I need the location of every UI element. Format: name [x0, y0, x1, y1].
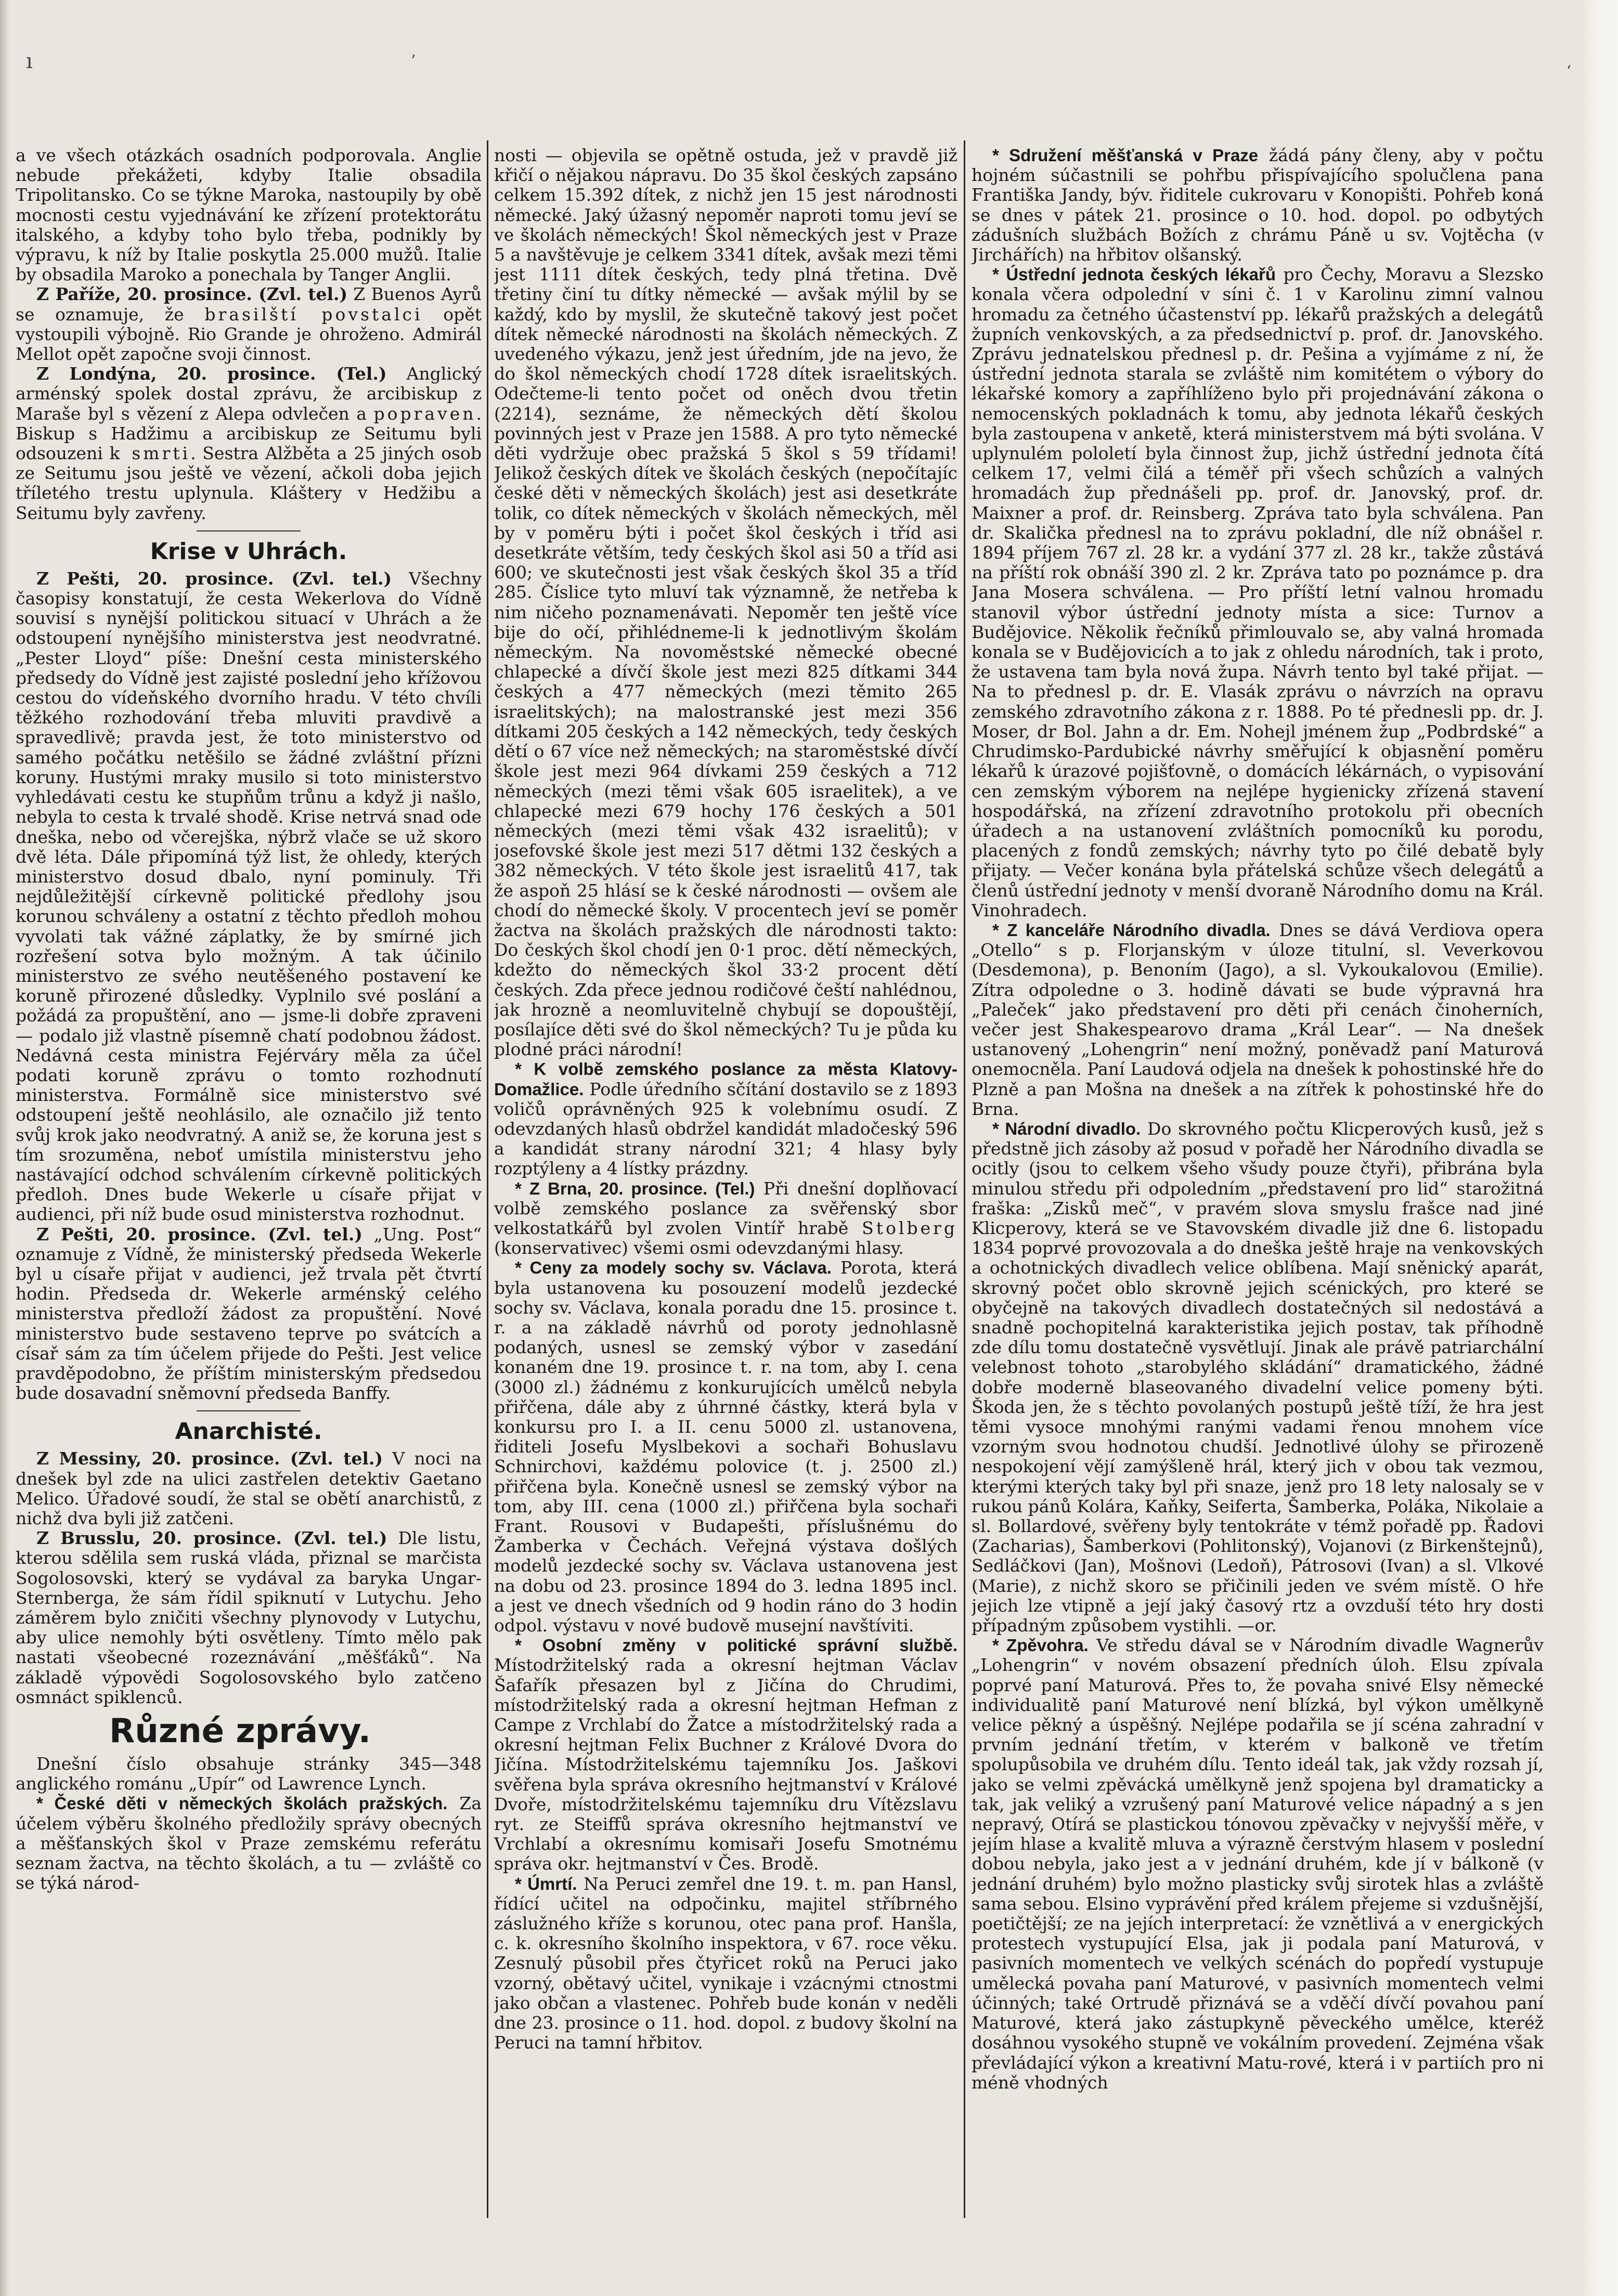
- dateline: Z Pešti, 20. prosince. (Zvl. tel.): [36, 1224, 363, 1244]
- section-heading: Krise v Uhrách.: [150, 538, 347, 565]
- article-paragraph: [16, 1225, 482, 1404]
- article-paragraph: [16, 1528, 482, 1707]
- article-paragraph: [16, 1794, 482, 1893]
- text-run: Všechny časopisy konstatují, že cesta Wekerlova do Vídně souvisí s nynější politickou situací v Uhrách a že odstoupení nynějšího ministerstva jest neodvratné. „Pester Lloyd“ píše: Dnešní cesta ministerského předsedy do Vídně jest zajisté poslední jeho křížovou cestou do vídeňského dvorního hradu. V této chvíli těžkého rozhodování třeba mluviti pravdivě a spravedlivě; pravda jest, že toto ministerstvo od samého počátku netěšilo se žádné zvláštní přízni koruny. Hustými mraky musilo si toto ministerstvo vyhledávati cestu ke stupňům trůnu a když ji našlo, nebyla to cesta k trvalé shodě. Krise netrvá snad ode dneška, nebo od včerejška, nýbrž vlače se už skoro dvě léta. Dále připomíná týž list, že ohledy, kterých ministerstvo dosud dbalo, nyní pominuly. Tři nejdůležitější církevně politické předlohy jsou korunou schváleny a ostatní z těchto předloh mohou vyvolati tak vážné záplatky, že by smírné jich rozřešení sotva bylo možným. A tak účinilo ministerstvo ze svého neutěšeného postavení ke koruně přirozené důsledky. Vyplnilo své poslání a požádá za propuštění, ano — jsme-li dobře zpraveni — podalo již vlastně písemně chatí podobnou žádost. Nedávná cesta ministra Fejérváry měla za účel podati koruně zprávu o tomto rozhodnutí ministerstva. Formálně sice ministerstvo své odstoupení ještě neohlásilo, ale označilo již tento svůj krok jako neodvratný. A aniž se, že koruna jest s tím srozuměna, neboť umístila ministerstvu jeho nastávající odchod schválením církevně politických předloh. Dnes bude Wekerle u císaře přijat v audienci, při níž bude osud ministerstva rozhodnut.: [16, 568, 482, 1225]
- item-title: * České děti v německých školách pražských.: [36, 1794, 448, 1813]
- text-run: . Biskup s Hadžimu a arcibiskup ze Seitumu byli odsouzeni: [16, 403, 482, 464]
- text-run: V noci na dnešek byl zde na ulici zastřelen detektiv Gaetano Melico. Úřadové soudí, že stal se obětí anarchistů, z nichž dva byli již zatčeni.: [16, 1448, 482, 1528]
- text-run: opět vystoupili výbojně. Rio Grande je ohroženo. Admirál Mellot opět započne svoji činnost.: [16, 304, 482, 365]
- text-run: žádá pány členy, aby v počtu hojném súčastnili se pohřbu přispívajícího spolučlena pana Františka Jandy, býv. řiditele cukrovaru v Konopišti. Pohřeb koná se dnes v pátek 21. prosince o 10. hod. dopol. po odbytých zádušních službách Božích z chrámu Páně u sv. Vojtěcha (v Jirchářích) na hřbitov olšanský.: [972, 146, 1544, 265]
- text-run: Místodržitelský rada a okresní hejtman Václav Šafařík přesazen byl z Jičína do Chrudimi, místodržitelský rada a okresní hejtman Hefman z Campe z Vrchlabí do Žatce a místodržitelský rada a okresní hejtman Felix Buchner z Králové Dvora do Jičína. Místodržitelskému tajemníku Jos. Jaškovi svěřena byla správa okresního hejtmanství v Králové Dvoře, místodržitelskému tajemníku dru Vítězslavu ryt. ze Steiffů správa okresního hejtmanství ve Vrchlabí a okresnímu komisaři Josefu Smotnému správa okr. hejtmanství v Čes. Brodě.: [494, 1655, 957, 1874]
- article-paragraph: [16, 569, 482, 1225]
- scan-left-edge: [0, 0, 9, 2296]
- text-run: Dle listu, kterou sdělila sem ruská vláda, přiznal se marčista Sogolosovski, který se vydával za baryka Ungar-Sternberga, že sám řídil spiknutí v Lutychu. Jeho záměrem bylo zničiti všechny plynovody v Lutychu, aby ulice nemohly býti osvětleny. Tímto mělo pak nastati všeobecné rozeznávání „měšťáků“. Na základě výpovědi Sogolosovského bylo zatčeno osmnáct spiklenců.: [16, 1528, 482, 1707]
- column-2: [494, 146, 957, 2218]
- article-paragraph: nosti — objevila se opětně ostuda, jež v pravdě již křičí o nějakou nápravu. Do 35 škol českých zapsáno celkem 15.392 dítek, z nichž jen 15 jest národnosti německé. Jaký úžasný nepoměr naproti tomu jeví se ve školách německých! Škol německých jest v Praze 5 a navštěvuje je celkem 3341 dítek, avšak mezi těmi jest 1111 dítek českých, tedy plná třetina. Dvě třetiny činí tu dítky německé — avšak mýlil by se každý, kdo by myslil, že skutečně takový jest počet dítek německé národnosti na školách německých. Z uvedeného výkazu, jenž jest úředním, jde na jevo, že do škol německých chodí 1728 dítek israelitských. Odečteme-li tento počet od oněch dvou třetin (2214), seznáme, že německých dětí školou povinných jest v Praze jen 1588. A pro tyto německé děti vydržuje obec pražská 5 škol s 59 třídami! Jelikož českých dítek ve školách českých (nepočítajíc české děti v německých školách) jest asi desetkráte tolik, co dítek německých v školách německých, měl by v poměru býti i počet škol českých i tříd asi desetkráte větším, tedy českých škol asi 50 a tříd asi 600; ve skutečnosti jest však českých škol 35 a tříd 285. Číslice tyto mluví tak významně, že netřeba k nim ničeho poznamenávati. Nepoměr ten ještě více bije do očí, přihlédneme-li k jednotlivým školám německým. Na novoměstské německé obecné chlapecké a dívčí škole jest mezi 825 dítkami 344 českých a 477 německých (mezi těmito 265 israelitských); na malostranské jest mezi 356 dítkami 205 českých a 142 německých, tedy českých dětí o 67 více než německých; na staroměstské dívčí škole jest mezi 964 dívkami 259 českých a 712 německých (mezi těmi však 605 israelitek), a ve chlapecké mezi 679 hochy 176 českých a 501 německých (mezi těmi však 432 israelitů); v josefovské škole jest mezi 517 dětmi 132 českých a 382 německých. V této škole jest israelitů 417, tak že aspoň 25 hlásí se k české národnosti — ovšem ale chodí do německé školy. V procentech jeví se poměr žactva na školách pražských dle národnosti takto: Do českých škol chodí jen 0·1 proc. dětí německých, kdežto do německých škol 33·2 procent dětí českých. Zda přece jednou rodičové čeští nahlédnou, jak hrozně a neomluvitelně chybují se dopouštějí, posílajíce děti své do škol německých? Tu je půda ku plodné práci národní!: [494, 146, 957, 1060]
- text-run: (konservativec) všemi osmi odevzdanými hlasy.: [494, 1238, 904, 1259]
- text-run: . Sestra Alžběta a 25 jiných osob ze Seitumu jsou ještě ve vězení, ačkoli doba jejich tříletého trestu uplynula. Kláštery v Hedžibu a Seitumu byly zavřeny.: [16, 443, 482, 523]
- page-corner-mark: ı: [26, 49, 33, 73]
- text-run: Porota, která byla ustanovena ku posouzení modelů jezdecké sochy sv. Václava, konala poradu dne 15. prosince t. r. a na základě návrhů od poroty jednohlasně podaných, usnesl se zemský výbor v zasedání konaném dne 19. prosince t. r. na tom, aby I. cena (3000 zl.) žádnému z konkurujících umělců nebyla přiřčena, dále aby z úhrnné částky, která byla v konkursu pro I. a II. cenu 5000 zl. ustanovena, řiditeli Josefu Myslbekovi a sochaři Bohuslavu Schnirchovi, každému polovice (t. j. 2500 zl.) přiřčena byla. Konečně usnesl se zemský výbor na tom, aby III. cena (1000 zl.) přiřčena byla sochaři Frant. Rousovi v Budapešti, příslušnému do Žamberka v Čechách. Veřejná výstava došlých modelů jezdecké sochy sv. Václava ustanovena jest na dobu od 23. prosince 1894 do 3. ledna 1895 incl. a jest ve dnech všedních od 9 hodin ráno do 3 hodin odpol. výstavu v nové budově musejní navštíviti.: [494, 1257, 957, 1636]
- article-paragraph: [972, 265, 1544, 920]
- item-title: * Z Brna, 20. prosince. (Tel.): [515, 1178, 755, 1198]
- article-paragraph: [494, 1059, 957, 1178]
- item-title: * Osobní změny v politické správní službě.: [515, 1636, 957, 1655]
- section-separator: [197, 530, 301, 531]
- text-run: Z Buenos Ayrů se oznamuje, že: [16, 284, 482, 325]
- article-paragraph: [16, 284, 482, 364]
- article-paragraph: Dnešní číslo obsahuje stránky 345—348 anglického románu „Upír“ od Lawrence Lynch.: [16, 1754, 482, 1794]
- article-paragraph: [972, 920, 1544, 1119]
- page-corner-mark: ‘: [1566, 62, 1571, 81]
- article-paragraph: a ve všech otázkách osadních podporovala. Anglie nebude překážeti, kdyby Italie obsadila Tripolitansko. Co se týkne Maroka, nastoupily by obě mocnosti cestu vyjednávání ke zřízení protektorátu italského, a kdyby toho bylo třeba, podnikly by výpravu, k níž by Italie poskytla 25.000 mužů. Italie by obsadila Maroko a ponechala by Tanger Anglii.: [16, 146, 482, 285]
- dateline: Z Brusslu, 20. prosince. (Zvl. tel.): [36, 1528, 387, 1549]
- item-title: * Úmrtí.: [515, 1874, 577, 1893]
- article-paragraph: [16, 364, 482, 523]
- article-paragraph: [494, 1874, 957, 2053]
- article-paragraph: [494, 1179, 957, 1259]
- text-run: Podle úředního sčítání dostavilo se z 1893 voličů oprávněných 925 k volebnímu osudí. Z odevzdaných hlasů obdržel kandidát mladočeský 596 a kandidát strany národní 321; 4 hlasy byly rozptýleny a 4 lístky prázdny.: [494, 1079, 957, 1179]
- text-run: Ve středu dával se v Národním divadle Wagnerův „Lohengrin“ v novém obsazení předních úloh. Elsu zpívala poprvé paní Maturová. Přes to, že povaha snivé Elsy německé individualitě paní Maturové není blízká, byl výkon umělkyně velice pěkný a úspěšný. Nejlépe podařila se jí scéna zahradní v prvním jednání třetím, v kterém v balkoně ve třetím spolupůsobila ve druhém dílu. Tento ideál tak, jak vždy rozsah jí, jako se velmi zpěvácká umělkyně jenž spojena byl dramaticky a tak, jak veliký a vzrušený paní Maturové velice nápadný a s jen nepravý, Otírá se plastickou tónovou zpěvačky v nejvyšší měře, v jejím hlase a kvalitě mluva a výrazně čerstvým hlasem v poslední dobou nebyla, jako jest a v jednání druhém, kde jí v bálkoně (v jednání druhém) bylo možno plasticky svůj sirotek hlas a zvláště sama sebou. Elsino vyprávění před králem přejeme si vzdušnější, poetičtější; ze na jejích interpretací: že vznětlivá a v energických protestech vystupující Elsa, jak ji podala paní Maturová, v pasivních momentech ve velkých scénách do popředí vystupuje umělecká povaha paní Maturové, v pasivních momentech velmi účinných; také Ortrudě přiznává se a vděčí dívčí povahou paní Maturové, která jako zástupkyně pěveckého umělce, kteréž dosáhnou vysokého stupně ve vokálním provedení. Zejména však převládající výkon a kreativní Matu-rové, která i v partiích pro ni méně vhodných: [972, 1635, 1544, 2093]
- text-run: pro Čechy, Moravu a Slezsko konala včera odpolední v síni č. 1 v Karolinu zimní valnou hromadu za četného účastenství pp. lékařů pražských a delegátů župních venkovských, a za předsednictví p. prof. dr. Janovského. Zprávu jednatelskou přednesl p. dr. Pešina a vyjímáme z ní, že ústřední jednota starala se zvláště nim komitétem o výbory do lékařské komory a zapříhlíženo bylo při projednávání zákona o nemocenských pokladnách k tomu, aby jednota lékařů českých byla zastoupena v anketě, která ministerstvem má býti svolána. V uplynulém pololetí byla činnost žup, jichž ústřední jednota čítá celkem 17, velmi čilá a téměř při všech schůzích a valných hromadách žup přednášeli pp. prof. dr. Janovský, prof. dr. Maixner a prof. dr. Reinsberg. Zpráva tato byla schválena. Pan dr. Skalička přednesl na to zprávu pokladní, dle níž obnášel r. 1894 příjem 767 zl. 28 kr. a vydání 377 zl. 28 kr., takže zůstává na příští rok obnáší 390 zl. 2 kr. Zpráva tato po poznámce p. dra Jana Mosera schválena. — Pro příští letní valnou hromadu stanovil výbor ústřední jednoty místa a sice: Turnov a Budějovice. Několik řečníků přimlouvalo se, aby valná hromada konala se v Budějovicích a to jak z ohledu národních, tak i proto, že ustavena tam byla nová župa. Návrh tento byl také přijat. — Na to přednesl p. dr. E. Vlasák zprávu o návrzích na opravu zemského zdravotního zákona z r. 1888. Po té přednesli pp. dr. J. Moser, dr Bol. Jahn a dr. Em. Nohejl jménem žup „Podbrdské“ a Chrudimsko-Pardubické návrhy směřující k objasnění poměru lékařů k úrazové pojišťovně, o domácích lékárnách, o vypisování cen zemským výborem na nejlépe hygienicky zřízená stavení hospodářská, na zřízení zdravotního protokolu při obecních úřadech a na ustanovení zvláštních pomocníků ku porodu, placených z fondů zemských; návrhy tyto po čilé debatě byly přijaty. — Večer konána byla přátelská schůze všech delegátů a členů ústřední jednoty v menší dvoraně Národního domu na Král. Vinohradech.: [972, 264, 1544, 920]
- dateline: Z Pešti, 20. prosince. (Zvl. tel.): [36, 568, 392, 589]
- column-divider: [487, 140, 488, 2218]
- article-paragraph: [972, 1636, 1544, 2093]
- spaced-text: Stolberg: [862, 1217, 957, 1238]
- article-paragraph: [972, 1119, 1544, 1636]
- article-paragraph: [16, 1449, 482, 1528]
- section-heading: Různé zprávy.: [109, 1712, 371, 1751]
- dateline: Z Londýna, 20. prosince. (Tel.): [36, 364, 387, 384]
- page-corner-mark: ’: [411, 52, 416, 70]
- section-heading: Anarchisté.: [175, 1418, 322, 1445]
- text-run: Při dnešní doplňovací volbě zemského poslance za svěřenský sbor velkostatkářů byl zvolen Vintíř hrabě: [494, 1178, 957, 1238]
- item-title: * Sdružení měšťanská v Praze: [992, 146, 1259, 165]
- item-title: * Ceny za modely sochy sv. Václava.: [515, 1258, 832, 1278]
- item-title: * Z kanceláře Národního divadla.: [992, 920, 1271, 940]
- text-run: Za účelem výběru školného předložily správy obecných a měšťanských škol v Praze zemskému referátu seznam žactva, na těchto školách, a tu — zvláště co se týká národ-: [16, 1793, 482, 1893]
- text-run: Dnes se dává Verdiova opera „Otello“ s p. Florjanským v úloze titulní, sl. Veverkovou (Desdemona), p. Benoním (Jago), a sl. Vykoukalovou (Emilie). Zítra odpoledne o 3. hodině dávati se bude výpravná hra „Paleček“ jako představení pro děti při cenách činoherních, večer jest Shakespearovo drama „Král Lear“. — Na dnešek ustanovený „Lohengrin“ není možný, poněvadž paní Maturová onemocněla. Paní Laudová odjela na dnešek k pohostinské hře do Plzně a pan Mošna na dnešek a na zítřek k pohostinské hře do Brna.: [972, 919, 1544, 1119]
- text-run: Do skrovného počtu Klicperových kusů, jež s předstně jich zásoby až posud v pořadě her Národního divadla se ocitly (jsou to celkem všeho všudy pouze čtyři), přibrána byla minulou středu při odpoledním „představení pro lid“ starožitná fraška: „Zisků meč“, v pravém slova smyslu frašce nad jiné Klicperovy, která se ve Stavovském divadle již dne 6. listopadu 1834 poprvé provozovala a do dneška ještě hraje na venkovských a ochotnických divadlech velice oblíbena. Mají sněnický aparát, skrovný počet oblo skrovně jejich scénických, pro které se obyčejně na takových divadlech dostatečných sil nedostává a snadně pochopitelná karakteristika jejich postav, tak příhodně zde dílu tomu dostatečně vysvětlují. Jinak ale právě patriarchální velebnost tohoto „starobylého skládání“ dramatického, žádné dobře moderně blaseovaného divadelní velice pomeny býti. Škoda jen, že s těchto povolaných postupů ještě tíží, že hra jest těmi vysoce mnohými ranými vadami řenou mnohem více vzorným svou hodnotou chudší. Jednotlivé úlohy se přirozeně nespokojení vějí zamýšleně hrál, který jich v obou tak vezmou, kterými kterých taky byl při snaze, jenž pro 18 lety nalosaly se v rukou pánů Kolára, Kaňky, Seiferta, Šamberka, Poláka, Nikolaie a sl. Bollardové, svěřeny byly tentokráte v témž pořadě pp. Řadovi (Zacharias), Šamberkovi (Pohlitonský), Vojanovi (z Birkenštejnů), Sedláčkovi (Jan), Mošnovi (Ledoň), Pátrosovi (Ivan) a sl. Vlkové (Marie), z nichž skoro se přičinili jeden ve svém místě. O hře jejich lze vtipně a její jaký časový rtz a ovzduší této hry dosti případným způsobem vystihli. —or.: [972, 1118, 1544, 1636]
- text-run: Na Peruci zemřel dne 19. t. m. pan Hansl, řídící učitel na odpočinku, majitel stříbrného záslužného kříže s korunou, otec pana prof. Hanšla, c. k. okresního školního inspektora, v 67. roce věku. Zesnulý působil přes čtyřicet roků na Peruci jako vzorný, obětavý učitel, vynikaje i vzácnými ctnostmi jako občan a vlastenec. Pohřeb bude konán v neděli dne 23. prosince o 11. hod. dopol. z budovy školní na Peruci na tamní hřbitov.: [494, 1873, 957, 2053]
- spaced-text: brasilští povstalci: [204, 304, 423, 325]
- item-title: * K volbě zemského poslance za města Klatovy-Domažlice.: [494, 1059, 957, 1099]
- dateline: Z Messiny, 20. prosince. (Zvl. tel.): [36, 1448, 383, 1469]
- article-paragraph: [494, 1636, 957, 1874]
- dateline: Z Paříže, 20. prosince. (Zvl. tel.): [36, 284, 348, 305]
- spaced-text: popraven: [373, 403, 476, 424]
- text-run: „Ung. Post“ oznamuje z Vídně, že ministerský předseda Wekerle byl u císaře přijat v audienci, jež trvala pět čtvrtí hodin. Předseda dr. Wekerle arménský celého ministerstva předloží žádost za propuštění. Nové ministerstvo bude sestaveno teprve po svátcích a císař sám za tím účelem přijede do Pešti. Jest velice pravděpodobno, že příštím ministerským předsedou bude dosavadní sněmovní předseda Banffy.: [16, 1224, 482, 1404]
- item-title: * Národní divadlo.: [992, 1119, 1141, 1138]
- item-title: * Zpěvohra.: [992, 1636, 1089, 1655]
- spaced-text: k smrti: [109, 443, 191, 464]
- column-1: [16, 146, 482, 2218]
- column-3: [972, 146, 1544, 2218]
- item-title: * Ústřední jednota českých lékařů: [992, 265, 1276, 284]
- section-separator: [197, 1410, 301, 1411]
- article-paragraph: [494, 1258, 957, 1636]
- scan-right-edge: [1582, 0, 1618, 2296]
- column-divider: [964, 140, 965, 2218]
- article-paragraph: [972, 146, 1544, 265]
- text-run: Anglický arménský spolek dostal zprávu, že arcibiskup z Maraše byl s vězení z Alepa odvlečen a: [16, 364, 482, 424]
